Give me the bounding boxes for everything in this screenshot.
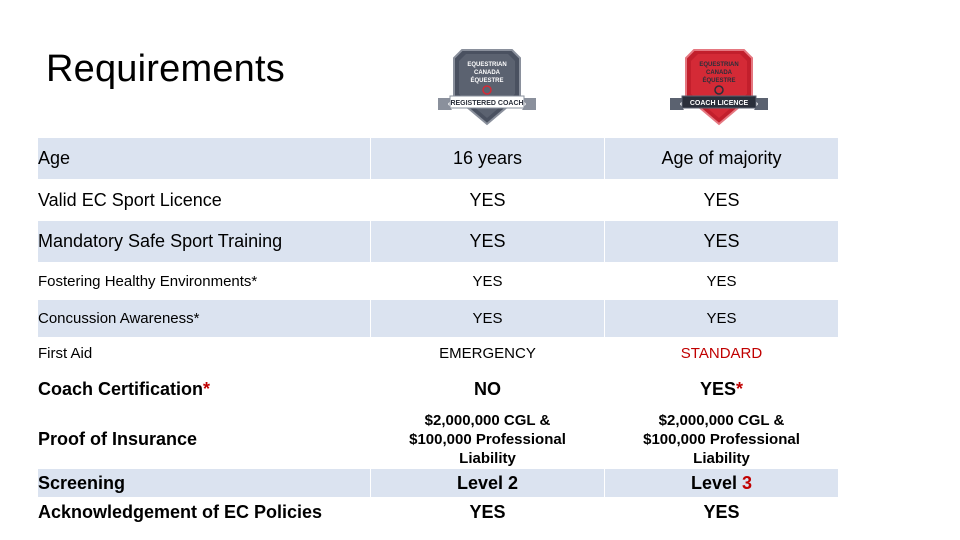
row-label: Valid EC Sport Licence [38,180,371,221]
coach-licence-value: YES [605,263,839,300]
table-row [38,263,839,300]
level-prefix: Level [690,472,737,493]
insurance-line: $2,000,000 CGL & [424,411,551,429]
row-label: Proof of Insurance [38,410,371,469]
badge-rc-line3: ÉQUESTRE [470,78,504,84]
registered-coach-value: YES [371,221,605,263]
asterisk: * [736,379,744,399]
registered-coach-value: NO [371,370,605,410]
row-label: First Aid [38,338,371,370]
registered-coach-value: Level 2 [371,469,605,498]
coach-licence-value: YES [605,300,839,338]
coach-licence-value [605,410,839,469]
asterisk: * [203,379,211,399]
registered-coach-value [371,410,605,469]
row-label-text: Coach Certification [38,379,204,399]
table-row [38,180,839,221]
badge-cl-line3: ÉQUESTRE [702,78,736,84]
row-label: Age [38,138,371,180]
coach-licence-value [605,469,839,498]
registered-coach-value: EMERGENCY [371,338,605,370]
registered-coach-value: 16 years [371,138,605,180]
registered-coach-value: YES [371,180,605,221]
registered-coach-value: YES [371,300,605,338]
row-label: Mandatory Safe Sport Training [38,221,371,263]
table-row [38,138,839,180]
requirements-table [37,137,839,528]
row-label: Fostering Healthy Environments* [38,263,371,300]
coach-licence-value: YES [605,180,839,221]
table-row [38,370,839,410]
coach-licence-value: YES [605,498,839,528]
row-label [38,370,371,410]
table-row [38,498,839,528]
badge-cl-line2: CANADA [706,70,732,76]
coach-licence-value: STANDARD [605,338,839,370]
level-number: 3 [742,472,753,493]
insurance-line: $100,000 Professional [409,430,566,448]
registered-coach-badge [432,44,542,128]
coach-licence-value [605,370,839,410]
coach-licence-badge [664,44,774,128]
page-title: Requirements [46,48,285,90]
coach-licence-text: YES [699,379,736,399]
row-label: Acknowledgement of EC Policies [38,498,371,528]
table-row [38,300,839,338]
table-row [38,338,839,370]
badge-cl-line1: EQUESTRIAN [699,62,739,68]
insurance-line: $100,000 Professional [643,430,800,448]
row-label: Concussion Awareness* [38,300,371,338]
registered-coach-value: YES [371,498,605,528]
badge-rc-ribbon: REGISTERED COACH [450,100,524,107]
badge-cl-ribbon: COACH LICENCE [689,100,749,107]
insurance-line: Liability [459,449,516,467]
table-row [38,221,839,263]
registered-coach-value: YES [371,263,605,300]
row-label: Screening [38,469,371,498]
table-row [38,410,839,469]
badge-rc-line1: EQUESTRIAN [467,62,507,68]
badge-rc-line2: CANADA [474,70,500,76]
insurance-line: Liability [693,449,750,467]
coach-licence-value: YES [605,221,839,263]
table-row [38,469,839,498]
coach-licence-value: Age of majority [605,138,839,180]
insurance-line: $2,000,000 CGL & [658,411,785,429]
